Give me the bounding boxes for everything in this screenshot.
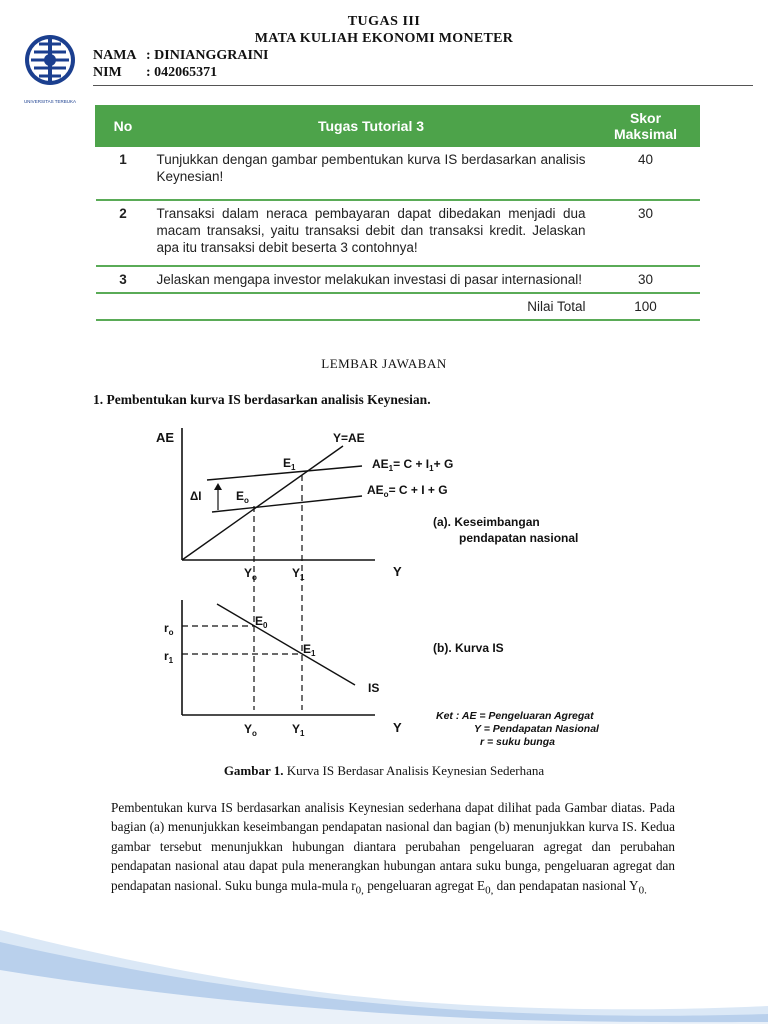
table-header-row — [96, 106, 700, 147]
panel-a-caption-line2: pendapatan nasional — [459, 531, 579, 545]
delta-i-label: ΔI — [190, 491, 202, 503]
e0-label: $E_o$ — [236, 489, 249, 505]
table-row — [96, 200, 700, 266]
logo-caption: UNIVERSITAS TERBUKA — [23, 99, 77, 104]
panel-a-caption-line1: (a). Keseimbangan — [433, 515, 540, 529]
answer-sheet-heading: LEMBAR JAWABAN — [321, 356, 447, 371]
total-spacer — [96, 293, 151, 320]
task-table — [95, 105, 700, 321]
figure-caption — [0, 763, 768, 779]
b-e1-label: $E_1$ — [303, 642, 316, 658]
table-row — [96, 147, 700, 201]
course-title: MATA KULIAH EKONOMI MONETER — [254, 31, 514, 46]
ae0-label: $AE_o= C + I + G$ — [367, 483, 448, 499]
table-total-row — [96, 293, 700, 320]
legend-line1: Ket : AE = Pengeluaran Agregat — [436, 710, 594, 722]
row-score: 30 — [592, 200, 700, 266]
row-score: 40 — [592, 147, 700, 201]
nim-label: NIM — [93, 65, 122, 80]
caption-label: Gambar 1. — [223, 763, 284, 778]
y1-label-a: $Y_1$ — [292, 566, 305, 582]
question-1-heading: 1. Pembentukan kurva IS berdasarkan analisis Keynesian. — [93, 392, 431, 407]
row-score: 30 — [592, 266, 700, 293]
caption-text: Kurva IS Berdasar Analisis Keynesian Sederhana — [283, 763, 545, 778]
b-e0-label: $E_0$ — [255, 614, 268, 630]
line-45-degree — [182, 446, 343, 560]
name-value: : DINIANGGRAINI — [146, 48, 269, 63]
nim-value: : 042065371 — [146, 65, 218, 80]
e1-label: $E_1$ — [283, 456, 296, 472]
paragraph-main: Pembentukan kurva IS berdasarkan analisis Keynesian sederhana dapat dilihat pada Gambar diatas. Pada bagian (a) menunjukkan keseimbangan pendapatan nasional dan bagian (b) menunjukkan kurva IS. Kedua gambar tersebut menunjukkan hubungan diantara perubahan pengeluaran agregat dan perubahan pendapatan nasional atau dapat pula menerangkan hubungan antara suku bunga, pengeluaran agregat dan pendapatan nasional. Suku bunga mula-mula r — [111, 800, 675, 893]
line-45-label: Y=AE — [333, 431, 365, 445]
table-row — [96, 266, 700, 293]
legend-line3: r = suku bunga — [480, 736, 555, 748]
footer-wave-decoration — [0, 930, 768, 1024]
paragraph-sub-r0: 0, — [355, 884, 364, 897]
legend-line2: Y = Pendapatan Nasional — [474, 723, 599, 735]
row-task: Tunjukkan dengan gambar pembentukan kurva IS berdasarkan analisis Keynesian! — [151, 147, 592, 201]
row-task: Transaksi dalam neraca pembayaran dapat dibedakan menjadi dua macam transaksi, yaitu transaksi debit dan transaksi kredit. Jelaskan apa itu transaksi debit beserta 3 contohnya! — [151, 200, 592, 266]
header-score-line1: Skor — [629, 110, 662, 126]
ae1-label: $AE_1= C + I_1+ G$ — [372, 457, 454, 473]
row-task: Jelaskan mengapa investor melakukan investasi di pasar internasional! — [151, 266, 592, 293]
y-axis-label-b: Y — [393, 720, 402, 735]
delta-i-arrowhead — [214, 483, 222, 490]
panel-b-caption: (b). Kurva IS — [433, 641, 504, 655]
total-value: 100 — [592, 293, 700, 320]
is-label: IS — [368, 681, 380, 695]
paragraph-sub-e0: 0, — [485, 884, 494, 897]
row-no: 2 — [96, 200, 151, 266]
header-divider — [93, 85, 753, 86]
answer-paragraph — [111, 798, 675, 901]
student-nim-row — [93, 65, 217, 81]
y0-label-b: $Y_o$ — [244, 722, 257, 738]
paragraph-sub-y0: 0. — [638, 884, 647, 897]
header-score-line2: Maksimal — [613, 126, 678, 142]
ae-axis-label: AE — [156, 430, 175, 445]
student-name-row — [93, 48, 269, 64]
is-curve-figure — [150, 420, 620, 750]
is-curve-line — [217, 604, 355, 685]
header-task: Tugas Tutorial 3 — [151, 106, 592, 147]
y1-label-b: $Y_1$ — [292, 722, 305, 738]
paragraph-part3: dan pendapatan nasional Y — [493, 877, 639, 893]
total-label: Nilai Total — [151, 293, 592, 320]
r0-label: $r_o$ — [164, 621, 174, 637]
header-no: No — [96, 106, 151, 147]
paragraph-part2: pengeluaran agregat E — [363, 877, 486, 893]
ae0-line — [212, 496, 362, 512]
name-label: NAMA — [93, 48, 137, 63]
row-no: 1 — [96, 147, 151, 201]
header-score — [592, 106, 700, 147]
y0-label-a: $Y_o$ — [244, 566, 257, 582]
r1-label: $r_1$ — [164, 649, 174, 665]
y-axis-label-a: Y — [393, 564, 402, 579]
row-no: 3 — [96, 266, 151, 293]
assignment-title: TUGAS III — [347, 14, 421, 29]
